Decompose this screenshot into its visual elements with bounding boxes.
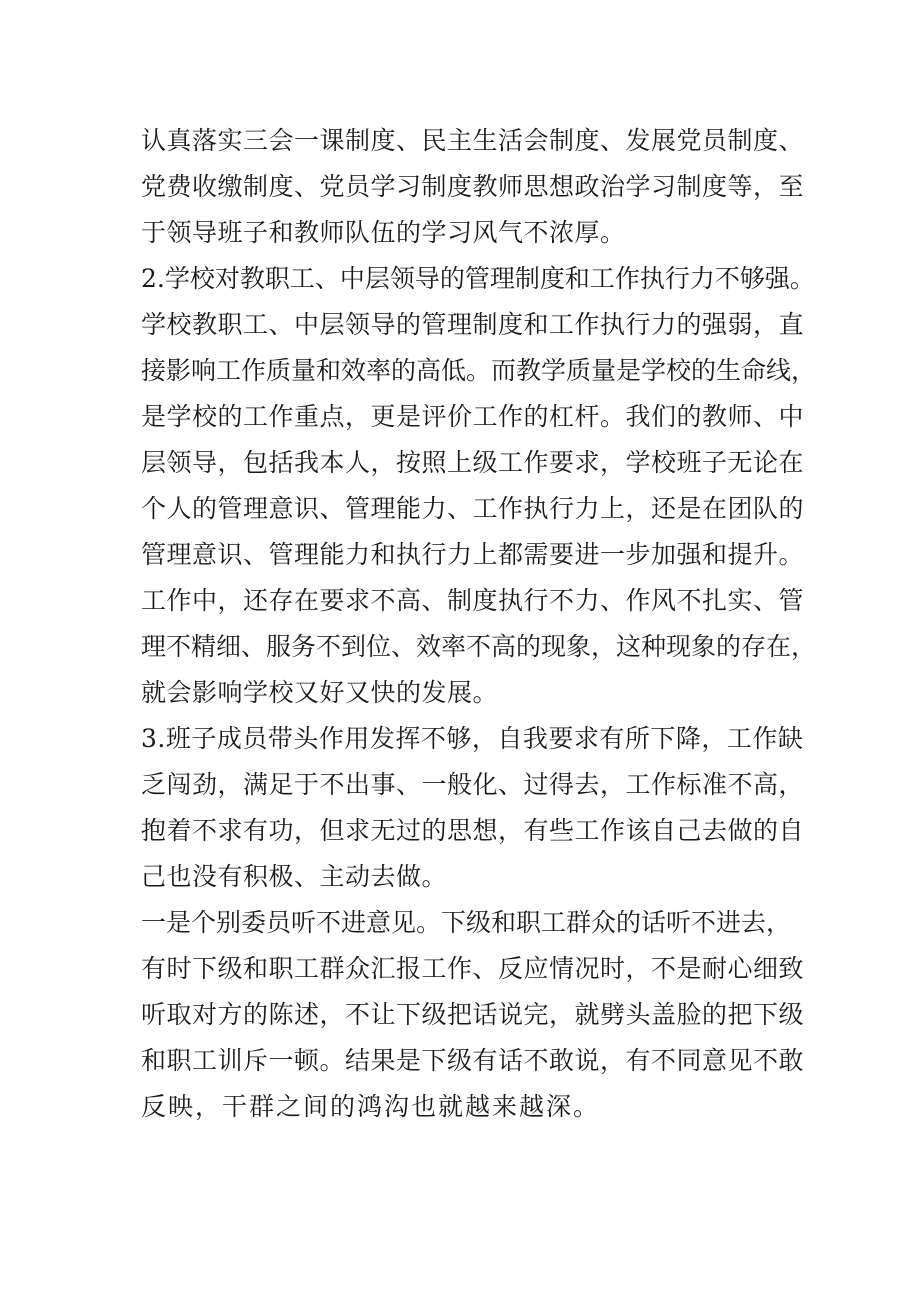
text-line: 理不精细、服务不到位、效率不高的现象，这种现象的存在， [141, 632, 817, 661]
text-line: 和职工训斥一顿。结果是下级有话不敢说，有不同意见不敢 [141, 1046, 805, 1075]
text-line: 就会影响学校又好又快的发展。 [141, 678, 499, 707]
text-line: 管理意识、管理能力和执行力上都需要进一步加强和提升。 [141, 540, 805, 569]
text-line: 乏闯劲，满足于不出事、一般化、过得去，工作标准不高， [141, 770, 805, 799]
document-body [141, 118, 817, 1130]
text-line: 学校教职工、中层领导的管理制度和工作执行力的强弱，直 [141, 310, 805, 339]
text-line: 听取对方的陈述，不让下级把话说完，就劈头盖脸的把下级 [141, 1000, 805, 1029]
text-line: 己也没有积极、主动去做。 [141, 862, 448, 891]
text-line: 层领导，包括我本人，按照上级工作要求，学校班子无论在 [141, 448, 805, 477]
text-line: 于领导班子和教师队伍的学习风气不浓厚。 [141, 218, 626, 247]
text-line: 抱着不求有功，但求无过的思想，有些工作该自己去做的自 [141, 816, 805, 845]
text-line: 是学校的工作重点，更是评价工作的杠杆。我们的教师、中 [141, 402, 805, 431]
text-line: 有时下级和职工群众汇报工作、反应情况时，不是耐心细致 [141, 954, 805, 983]
text-line: 3.班子成员带头作用发挥不够，自我要求有所下降，工作缺 [141, 724, 804, 753]
text-line: 一是个别委员听不进意见。下级和职工群众的话听不进去， [141, 908, 792, 937]
text-line: 个人的管理意识、管理能力、工作执行力上，还是在团队的 [141, 494, 805, 523]
text-line: 党费收缴制度、党员学习制度教师思想政治学习制度等，至 [141, 172, 805, 201]
text-line: 2.学校对教职工、中层领导的管理制度和工作执行力不够强。 [141, 264, 815, 293]
text-line: 反映，干群之间的鸿沟也就越来越深。 [141, 1092, 601, 1121]
text-line: 接影响工作质量和效率的高低。而教学质量是学校的生命线， [141, 356, 817, 385]
text-line: 认真落实三会一课制度、民主生活会制度、发展党员制度、 [141, 126, 805, 155]
text-line: 工作中，还存在要求不高、制度执行不力、作风不扎实、管 [141, 586, 805, 615]
